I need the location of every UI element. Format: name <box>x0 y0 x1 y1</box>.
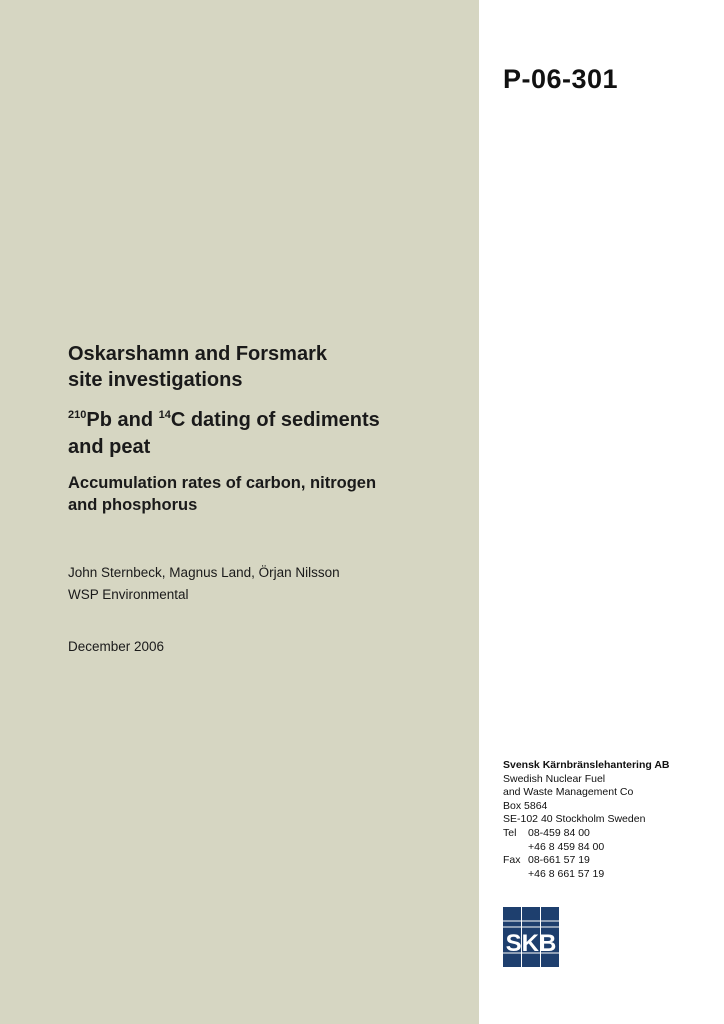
subtitle-line-2: and peat <box>68 436 151 458</box>
authors-block <box>68 562 340 606</box>
main-title <box>68 341 468 393</box>
fax-number-2: +46 8 661 57 19 <box>528 867 605 880</box>
tel-row <box>503 827 670 841</box>
tel-number-1: 08-459 84 00 <box>528 826 590 839</box>
publisher-line: Box 5864 <box>503 799 548 812</box>
title-block <box>68 341 468 516</box>
isotope-pb-mass: 210 <box>68 409 87 421</box>
tel-number-2: +46 8 459 84 00 <box>528 840 605 853</box>
secondary-subtitle-line-1: Accumulation rates of carbon, nitrogen <box>68 474 377 492</box>
report-id: P-06-301 <box>503 64 619 94</box>
isotope-c-mass: 14 <box>158 409 171 421</box>
subtitle-text-1: Pb and <box>86 409 159 431</box>
subtitle-line-1 <box>68 407 468 434</box>
subtitle <box>68 407 468 461</box>
secondary-subtitle-line-2: and phosphorus <box>68 496 198 514</box>
skb-logo <box>503 907 559 967</box>
publisher-name: Svensk Kärnbränslehantering AB <box>503 759 670 771</box>
fax-number-1: 08-661 57 19 <box>528 854 590 867</box>
publisher-line: SE-102 40 Stockholm Sweden <box>503 813 646 826</box>
publisher-block <box>503 759 670 881</box>
organization: WSP Environmental <box>68 587 189 602</box>
author-names: John Sternbeck, Magnus Land, Örjan Nilsson <box>68 565 340 580</box>
tel-label: Tel <box>503 826 517 839</box>
publisher-line: and Waste Management Co <box>503 786 634 799</box>
secondary-subtitle <box>68 472 468 516</box>
publisher-line: Swedish Nuclear Fuel <box>503 772 606 785</box>
publication-date: December 2006 <box>68 639 165 654</box>
logo-text: SKB <box>505 930 557 957</box>
main-title-line-1: Oskarshamn and Forsmark <box>68 343 327 365</box>
fax-label: Fax <box>503 854 521 867</box>
main-title-line-2: site investigations <box>68 369 243 391</box>
fax-row <box>503 854 670 868</box>
subtitle-text-2: C dating of sediments <box>170 409 380 431</box>
